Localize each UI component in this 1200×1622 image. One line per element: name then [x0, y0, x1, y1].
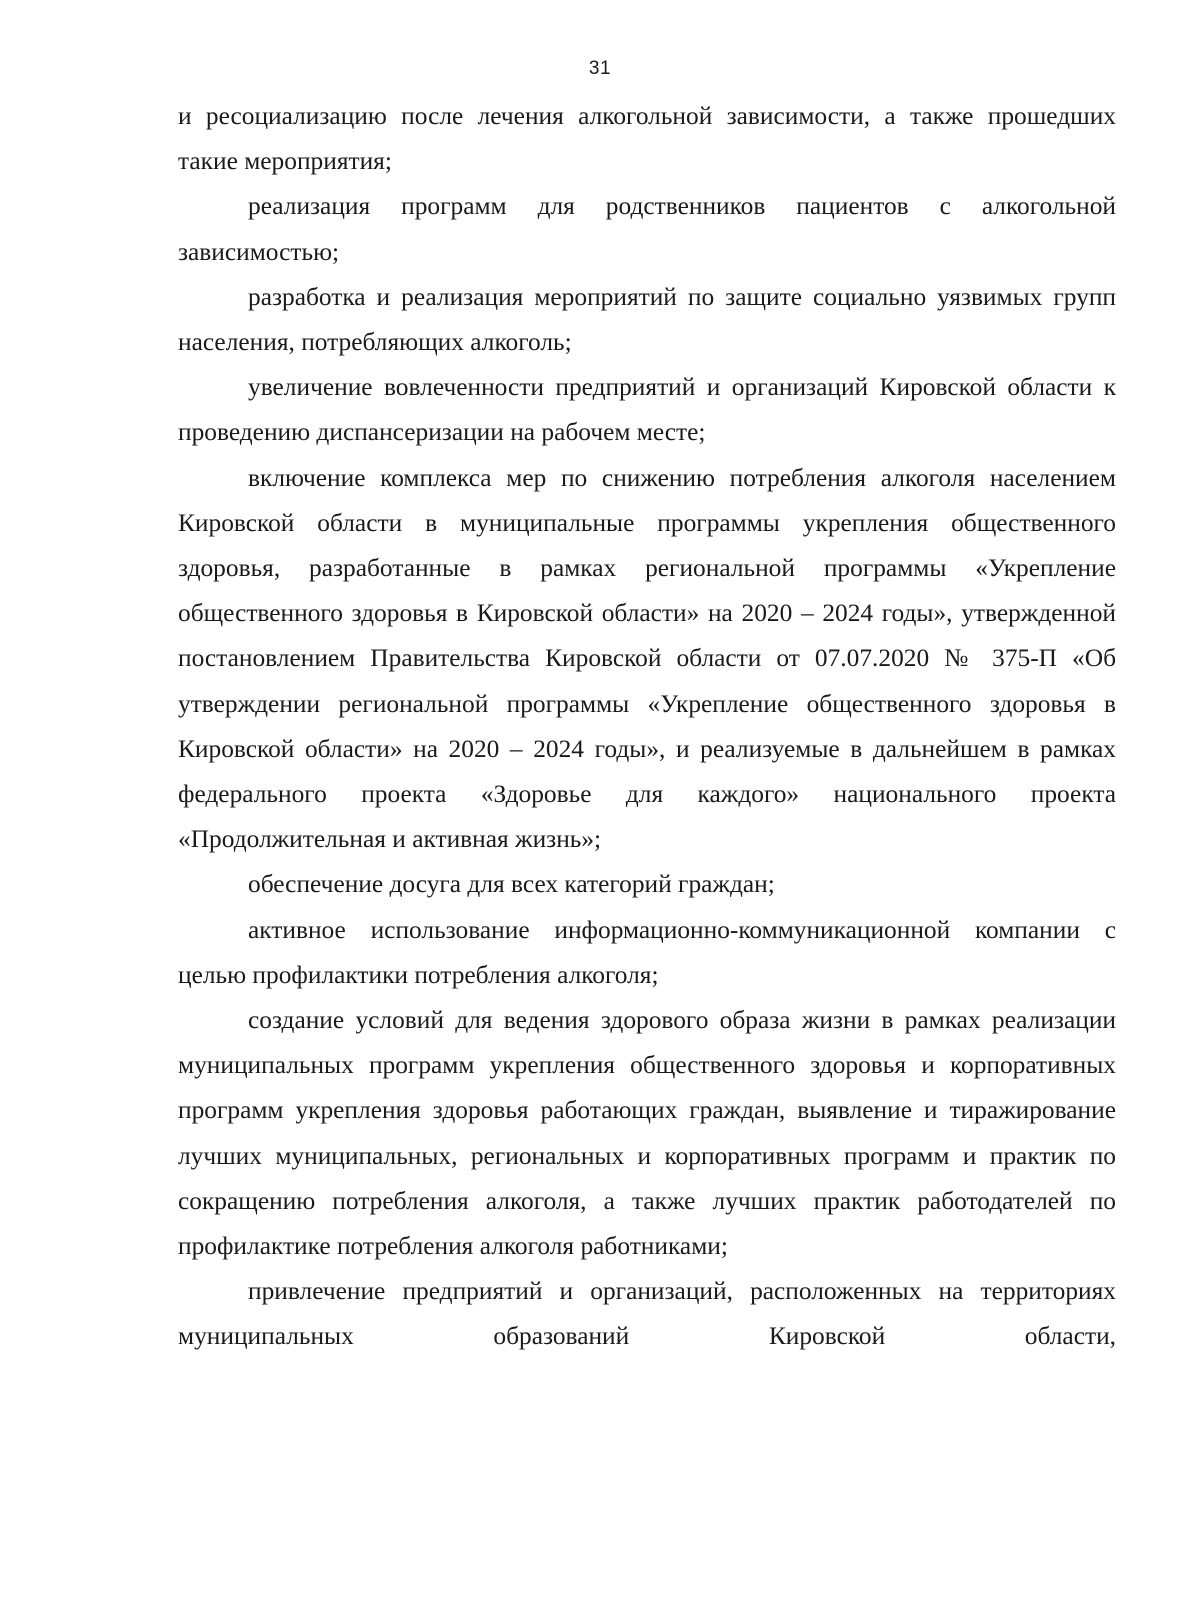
paragraph-relatives-programs: реализация программ для родственников пациентов с алкогольной зависимостью;	[178, 192, 1116, 266]
paragraph-leisure: обеспечение досуга для всех категорий граждан;	[248, 870, 775, 899]
paragraph-vulnerable-groups: разработка и реализация мероприятий по защите социально уязвимых групп населения, потребляющих алкоголь;	[178, 282, 1116, 357]
paragraph-enterprises: привлечение предприятий и организаций, расположенных на территориях муниципальных образований Кировской области,	[178, 1277, 1116, 1351]
paragraph-workplace-screening: увеличение вовлеченности предприятий и организаций Кировской области к проведению диспансеризации на рабочем месте;	[178, 373, 1116, 447]
document-body	[178, 94, 1116, 1360]
paragraph-information-campaign: активное использование информационно-коммуникационной компании с целью профилактики потребления алкоголя;	[178, 915, 1116, 989]
page-number: 31	[588, 58, 612, 79]
paragraph-healthy-lifestyle: создание условий для ведения здорового образа жизни в рамках реализации муниципальных программ укрепления общественного здоровья и корпоративных программ укрепления здоровья работающих граждан, выявление и тиражирование лучших муниципальных, региональных и корпоративных программ и практик по сокращению потребления алкоголя, а также лучших практик работодателей по профилактике потребления алкоголя работниками;	[178, 1006, 1116, 1261]
paragraph-continuation: и ресоциализацию после лечения алкогольной зависимости, а также прошедших такие мероприятия;	[178, 102, 1116, 176]
paragraph-municipal-programs: включение комплекса мер по снижению потребления алкоголя населением Кировской области в муниципальные программы укрепления общественного здоровья, разработанные в рамках региональной программы «Укрепление общественного здоровья в Кировской области» на 2020 – 2024 годы», утвержденной постановлением Правительства Кировской области от 07.07.2020 № 375-П «Об утверждении региональной программы «Укрепление общественного здоровья в Кировской области» на 2020 – 2024 годы», и реализуемые в дальнейшем в рамках федерального проекта «Здоровье для каждого» национального проекта «Продолжительная и активная жизнь»;	[178, 463, 1116, 854]
